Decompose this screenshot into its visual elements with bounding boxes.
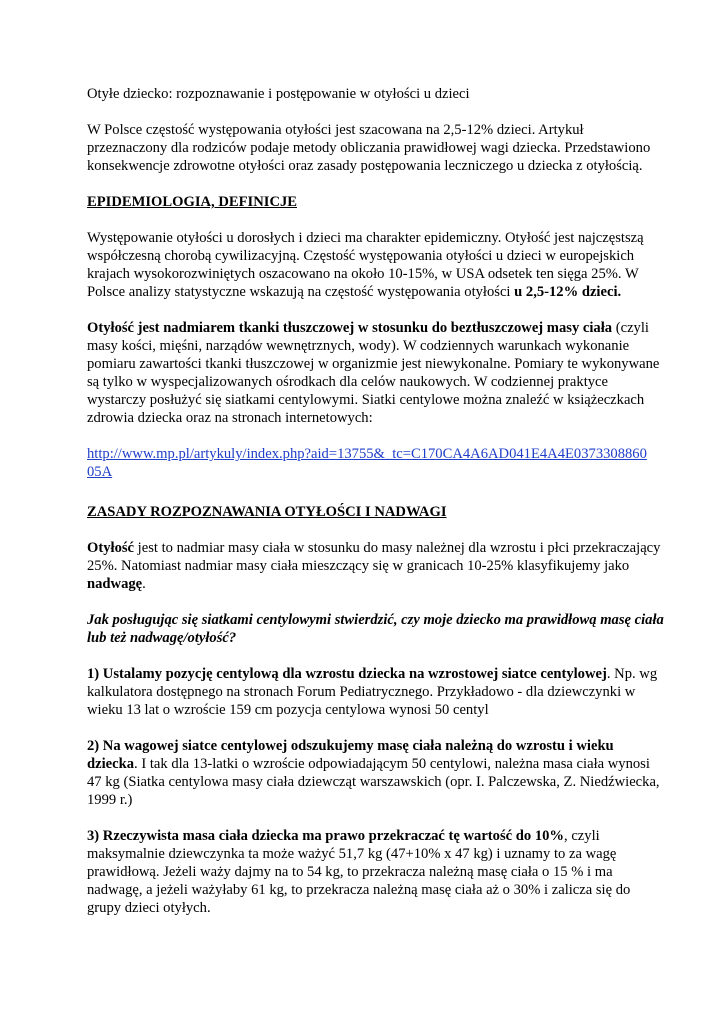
epidemiology-paragraph: [87, 229, 665, 301]
definition-text: (czyli masy kości, mięśni, narządów wewnętrznych, wody). W codziennych warunkach wykonanie pomiaru zawartości tkanki tłuszczowej w organizmie jest niewykonalne. Pomiary te wykonywane są tylko w wyspecjalizowanych ośrodkach dla celów naukowych. W codziennej praktyce wystarczy posłużyć się siatkami centylowymi. Siatki centylowe można znaleźć w książeczkach zdrowia dziecka oraz na stronach internetowych:: [87, 320, 660, 426]
step3-text: , czyli maksymalnie dziewczynka ta może ważyć 51,7 kg (47+10% x 47 kg) i uznamy to za wagę prawidłową. Jeżeli waży dajmy na to 54 kg, to przekracza należną masę ciała o 15 % i ma nadwagę, a jeżeli ważyłaby 61 kg, to przekracza należną masę ciała aż o 30% i zalicza się do grupy dzieci otyłych.: [87, 828, 631, 916]
step2-paragraph: [87, 737, 665, 809]
centile-link-paragraph: [87, 445, 665, 481]
definition-bold: Otyłość jest nadmiarem tkanki tłuszczowej w stosunku do beztłuszczowej masy ciała: [87, 320, 613, 336]
step1-text: . Np. wg kalkulatora dostępnego na stronach Forum Pediatrycznego. Przykładowo - dla dziewczynki w wieku 13 lat o wzroście 159 cm pozycja centylowa wynosi 50 centyl: [87, 666, 658, 718]
step3-bold: 3) Rzeczywista masa ciała dziecka ma prawo przekraczać tę wartość do 10%: [87, 828, 565, 844]
centile-link[interactable]: http://www.mp.pl/artykuly/index.php?aid=13755&_tc=C170CA4A6AD041E4A4E037330886005A: [87, 446, 647, 480]
overweight-bold: nadwagę: [87, 576, 143, 592]
step1-bold: 1) Ustalamy pozycję centylową dla wzrostu dziecka na wzrostowej siatce centylowej: [87, 666, 607, 682]
step2-bold: 2) Na wagowej siatce centylowej odszukujemy masę ciała należną do wzrostu i wieku dziecka: [87, 738, 614, 772]
section-heading-epidemiology: EPIDEMIOLOGIA, DEFINICJE: [87, 194, 298, 210]
epidemiology-text: Występowanie otyłości u dorosłych i dzieci ma charakter epidemiczny. Otyłość jest najczęstszą współczesną chorobą cywilizacyjną. Częstość występowania otyłości u dzieci w europejskich krajach wysokorozwiniętych oszacowano na około 10-15%, w USA odsetek ten sięga 25%. W Polsce analizy statystyczne wskazują na częstość występowania otyłości: [87, 230, 644, 300]
obesity-text: jest to nadmiar masy ciała w stosunku do masy należnej dla wzrostu i płci przekraczający 25%. Natomiast nadmiar masy ciała mieszczący się w granicach 10-25% klasyfikujemy jako: [87, 540, 661, 574]
definition-paragraph: [87, 319, 665, 427]
section-heading-diagnosis: ZASADY ROZPOZNAWANIA OTYŁOŚCI I NADWAGI: [87, 504, 447, 520]
step2-text: . I tak dla 13-latki o wzroście odpowiadającym 50 centylowi, należna masa ciała wynosi 47 kg (Siatka centylowa masy ciała dziewcząt warszawskich (opr. I. Palczewska, Z. Niedźwiecka, 1999 r.): [87, 756, 660, 808]
obesity-bold: Otyłość: [87, 540, 135, 556]
document-title: Otyłe dziecko: rozpoznawanie i postępowanie w otyłości u dzieci: [87, 86, 470, 102]
obesity-definition-paragraph: [87, 539, 665, 593]
question-paragraph: Jak posługując się siatkami centylowymi stwierdzić, czy moje dziecko ma prawidłową masę ciała lub też nadwagę/otyłość?: [87, 612, 664, 646]
step3-paragraph: [87, 827, 665, 917]
epidemiology-bold: u 2,5-12% dzieci.: [514, 284, 622, 300]
obesity-end: .: [142, 576, 146, 592]
step1-paragraph: [87, 665, 665, 719]
intro-paragraph: W Polsce częstość występowania otyłości jest szacowana na 2,5-12% dzieci. Artykuł przeznaczony dla rodziców podaje metody obliczania prawidłowej wagi dziecka. Przedstawiono konsekwencje zdrowotne otyłości oraz zasady postępowania leczniczego u dziecka z otyłością.: [87, 122, 651, 174]
